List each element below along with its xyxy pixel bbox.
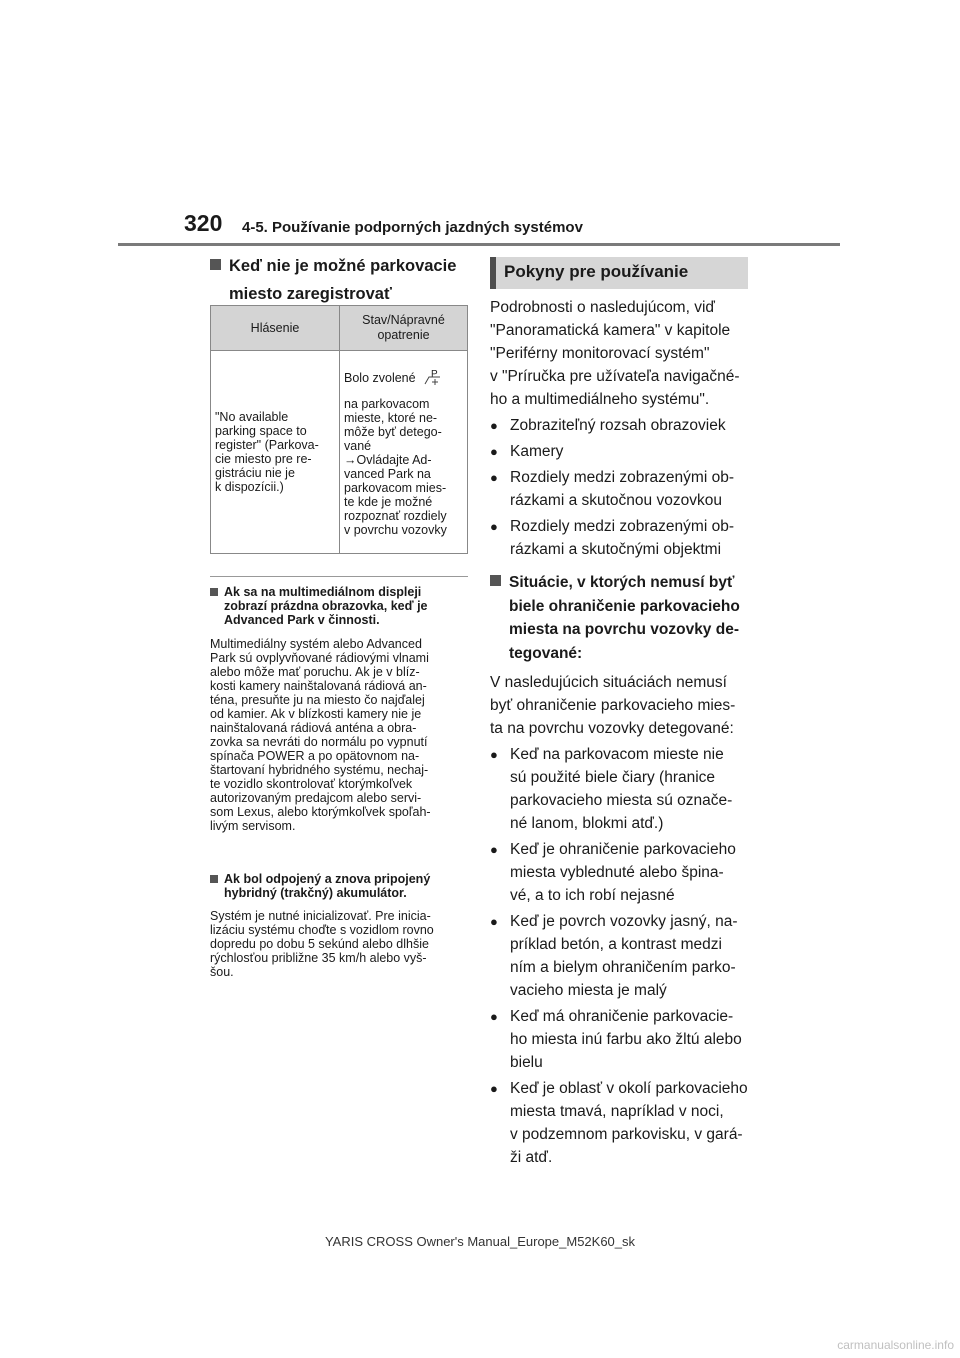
list-item-line: Keď je oblasť v okolí parkovacieho — [510, 1080, 748, 1097]
intro — [490, 296, 752, 411]
header-rule — [118, 243, 840, 246]
intro-line: v "Príručka pre užívateľa navigačné- — [490, 368, 740, 385]
message-line: cie miesto pre re- — [215, 452, 312, 466]
square-bullet-icon — [210, 259, 221, 270]
square-bullet-icon — [210, 875, 218, 883]
right-title-bar — [490, 257, 748, 289]
situation-intro — [490, 671, 752, 740]
message-line: register" (Parkova- — [215, 438, 319, 452]
list-item-text — [510, 414, 752, 437]
table-header-status — [340, 306, 468, 351]
list-item — [490, 466, 752, 512]
list-item-text — [510, 1077, 752, 1169]
note-heading-text: Ak sa na multimediálnom displeji — [224, 585, 422, 599]
table-header-status-line1: Stav/Nápravné — [362, 313, 445, 327]
note-body-line: rýchlosťou približne 35 km/h alebo vyš- — [210, 951, 427, 965]
list-item-line: Keď na parkovacom mieste nie — [510, 746, 724, 763]
note-divider — [210, 576, 468, 577]
note-body-line: livým servisom. — [210, 819, 296, 833]
table-header-message: Hlásenie — [211, 306, 340, 351]
footer: YARIS CROSS Owner's Manual_Europe_M52K60_sk — [324, 1234, 636, 1249]
intro-line: ho a multimediálneho systému". — [490, 391, 710, 408]
list-item — [490, 515, 752, 561]
bullet-icon: ● — [490, 914, 498, 929]
table-cell-message — [211, 351, 340, 554]
table-header-status-line2: opatrenie — [377, 328, 430, 342]
square-bullet-icon — [490, 575, 501, 586]
note-body-line: alebo môže mať poruchu. Ak je v blíz- — [210, 665, 420, 679]
note-body-line: Systém je nutné inicializovať. Pre inicia- — [210, 909, 431, 923]
status-selected-text: Bolo zvolené — [344, 370, 416, 385]
status-line: na parkovacom — [344, 396, 430, 411]
list-item-text — [510, 466, 752, 512]
situation-heading-line: biele ohraničenie parkovacieho — [509, 597, 740, 615]
list-item — [490, 910, 752, 1002]
action-line: v povrchu vozovky — [344, 522, 447, 537]
table-cell-status — [340, 351, 468, 554]
note2-heading — [210, 872, 468, 900]
bullet-icon: ● — [490, 519, 498, 534]
list-item-line: Keď je povrch vozovky jasný, na- — [510, 913, 738, 930]
list-item-text — [510, 515, 752, 561]
message-line: parking space to — [215, 424, 307, 438]
note-body-line: štartovaní hybridného systému, nechaj- — [210, 763, 429, 777]
list-item — [490, 1077, 752, 1169]
situation-heading-line — [490, 571, 752, 595]
list-item-line: ho miesta inú farbu ako žltú alebo — [510, 1031, 742, 1048]
situation-intro-line: byť ohraničenie parkovacieho mies- — [490, 697, 736, 714]
bullet-icon: ● — [490, 444, 498, 459]
list-item-line: miesta vyblednuté alebo špina- — [510, 864, 724, 881]
note-body-line: som Lexus, alebo ktorýmkoľvek spoľah- — [210, 805, 431, 819]
note-body-line: šou. — [210, 965, 234, 979]
list-item-line: sú použité biele čiary (hranice — [510, 769, 716, 786]
list-item-line: Keď má ohraničenie parkovacie- — [510, 1008, 734, 1025]
note-heading-line: zobrazí prázdna obrazovka, keď je — [224, 599, 428, 613]
situation-intro-line: ta na povrchu vozovky detegované: — [490, 720, 734, 737]
action-line: rozpoznať rozdiely — [344, 508, 447, 523]
list-item-text — [510, 838, 752, 907]
action-text — [344, 453, 463, 537]
right-column — [490, 296, 752, 1169]
note1-body — [210, 637, 468, 833]
list-item-line: miesta tmavá, napríklad v noci, — [510, 1103, 724, 1120]
parking-icon — [423, 368, 443, 389]
status-selected-line — [344, 368, 463, 389]
status-line: vané — [344, 438, 372, 453]
intro-line: "Periférny monitorovací systém" — [490, 345, 710, 362]
note-body-line: kosti kamery nainštalovaná rádiová an- — [210, 679, 427, 693]
section-header: 4-5. Používanie podporných jazdných systémov — [242, 219, 583, 236]
list-item-line: Zobraziteľný rozsah obrazoviek — [510, 417, 726, 434]
bullet-icon: ● — [490, 418, 498, 433]
bullet-icon: ● — [490, 1081, 498, 1096]
bullet-icon: ● — [490, 1009, 498, 1024]
situation-heading-text: Situácie, v ktorých nemusí byť — [509, 574, 735, 591]
bullet-icon: ● — [490, 470, 498, 485]
situation-heading-line: miesta na povrchu vozovky de- — [509, 621, 739, 638]
message-line: k dispozícii.) — [215, 480, 284, 494]
list-item-line: rázkami a skutočnými objektmi — [510, 541, 722, 558]
intro-line: "Panoramatická kamera" v kapitole — [490, 322, 731, 339]
note-body-line: lizáciu systému choďte s vozidlom rovno — [210, 923, 434, 937]
note-body-line: od kamier. Ak v blízkosti kamery nie je — [210, 707, 422, 721]
svg-text:P: P — [431, 368, 438, 380]
title-accent — [490, 257, 496, 289]
status-text — [344, 397, 463, 453]
list-item-line: ži atď. — [510, 1149, 553, 1166]
note-heading-line — [210, 585, 468, 599]
note-body-line: Multimediálny systém alebo Advanced — [210, 637, 422, 651]
note-heading-text: Ak bol odpojený a znova pripojený — [224, 872, 431, 886]
square-bullet-icon — [210, 588, 218, 596]
list-item-line: ním a bielym ohraničením parko- — [510, 959, 736, 976]
list-item — [490, 440, 752, 463]
watermark: carmanualsonline.info — [837, 1338, 954, 1352]
situation-intro-line: V nasledujúcich situáciách nemusí — [490, 674, 727, 691]
list-item-text — [510, 743, 752, 835]
list-item — [490, 743, 752, 835]
page-number: 320 — [184, 210, 223, 236]
list-item — [490, 838, 752, 907]
message-table — [210, 305, 468, 554]
intro-line: Podrobnosti o nasledujúcom, viď — [490, 299, 715, 316]
list-item-text — [510, 1005, 752, 1074]
note-body-line: spínača POWER a po opätovnom na- — [210, 749, 420, 763]
note-body-line: téna, presuňte ju na miesto čo najďalej — [210, 693, 425, 707]
note-heading-line: hybridný (trakčný) akumulátor. — [224, 886, 407, 900]
action-line: te kde je možné — [344, 494, 433, 509]
list-item-text — [510, 440, 752, 463]
list-item-line: vé, a to ich robí nejasné — [510, 887, 675, 904]
list-item — [490, 1005, 752, 1074]
left-heading-line1: Keď nie je možné parkovacie — [229, 257, 457, 275]
note-heading-line — [210, 872, 468, 886]
list-item-line: bielu — [510, 1054, 543, 1071]
list-item-line: Keď je ohraničenie parkovacieho — [510, 841, 736, 858]
status-line: môže byť detego- — [344, 424, 442, 439]
list-item-line: Rozdiely medzi zobrazenými ob- — [510, 469, 734, 486]
left-heading-line2: miesto zaregistrovať — [229, 285, 392, 303]
note1-heading — [210, 585, 468, 627]
list-item-line: rázkami a skutočnou vozovkou — [510, 492, 722, 509]
status-line: mieste, ktoré ne- — [344, 410, 438, 425]
note-body-line: dopredu po dobu 5 sekúnd alebo dlhšie — [210, 937, 429, 951]
situation-heading — [490, 571, 752, 665]
message-line: "No available — [215, 410, 289, 424]
note-body-line: zovka sa nevráti do normálu po vypnutí — [210, 735, 428, 749]
left-heading — [210, 252, 470, 308]
list-item-line: vacieho miesta je malý — [510, 982, 667, 999]
note-heading-line: Advanced Park v činnosti. — [224, 613, 380, 627]
list-item-line: Kamery — [510, 443, 564, 460]
list-item-line: parkovacieho miesta sú označe- — [510, 792, 733, 809]
right-title: Pokyny pre používanie — [504, 262, 689, 281]
bullet-icon: ● — [490, 842, 498, 857]
list-item-text — [510, 910, 752, 1002]
note2-body — [210, 909, 468, 979]
message-line: gistráciu nie je — [215, 466, 295, 480]
action-line: parkovacom mies- — [344, 480, 447, 495]
note-body-line: autorizovaným predajcom alebo servi- — [210, 791, 422, 805]
list-item-line: Rozdiely medzi zobrazenými ob- — [510, 518, 734, 535]
note-body-line: nainštalovaná rádiová anténa a obra- — [210, 721, 417, 735]
list-item — [490, 414, 752, 437]
list-item-line: príklad betón, a kontrast medzi — [510, 936, 722, 953]
action-line: →Ovládajte Ad- — [344, 452, 432, 467]
note-body-line: Park sú ovplyvňované rádiovými vlnami — [210, 651, 429, 665]
note-body-line: te vozidlo skontrolovať ktorýmkoľvek — [210, 777, 413, 791]
list-item-line: v podzemnom parkovisku, v gará- — [510, 1126, 743, 1143]
list-item-line: né lanom, blokmi atď.) — [510, 815, 664, 832]
action-line: vanced Park na — [344, 466, 431, 481]
situation-heading-line: tegované: — [509, 644, 583, 662]
bullet-icon: ● — [490, 747, 498, 762]
